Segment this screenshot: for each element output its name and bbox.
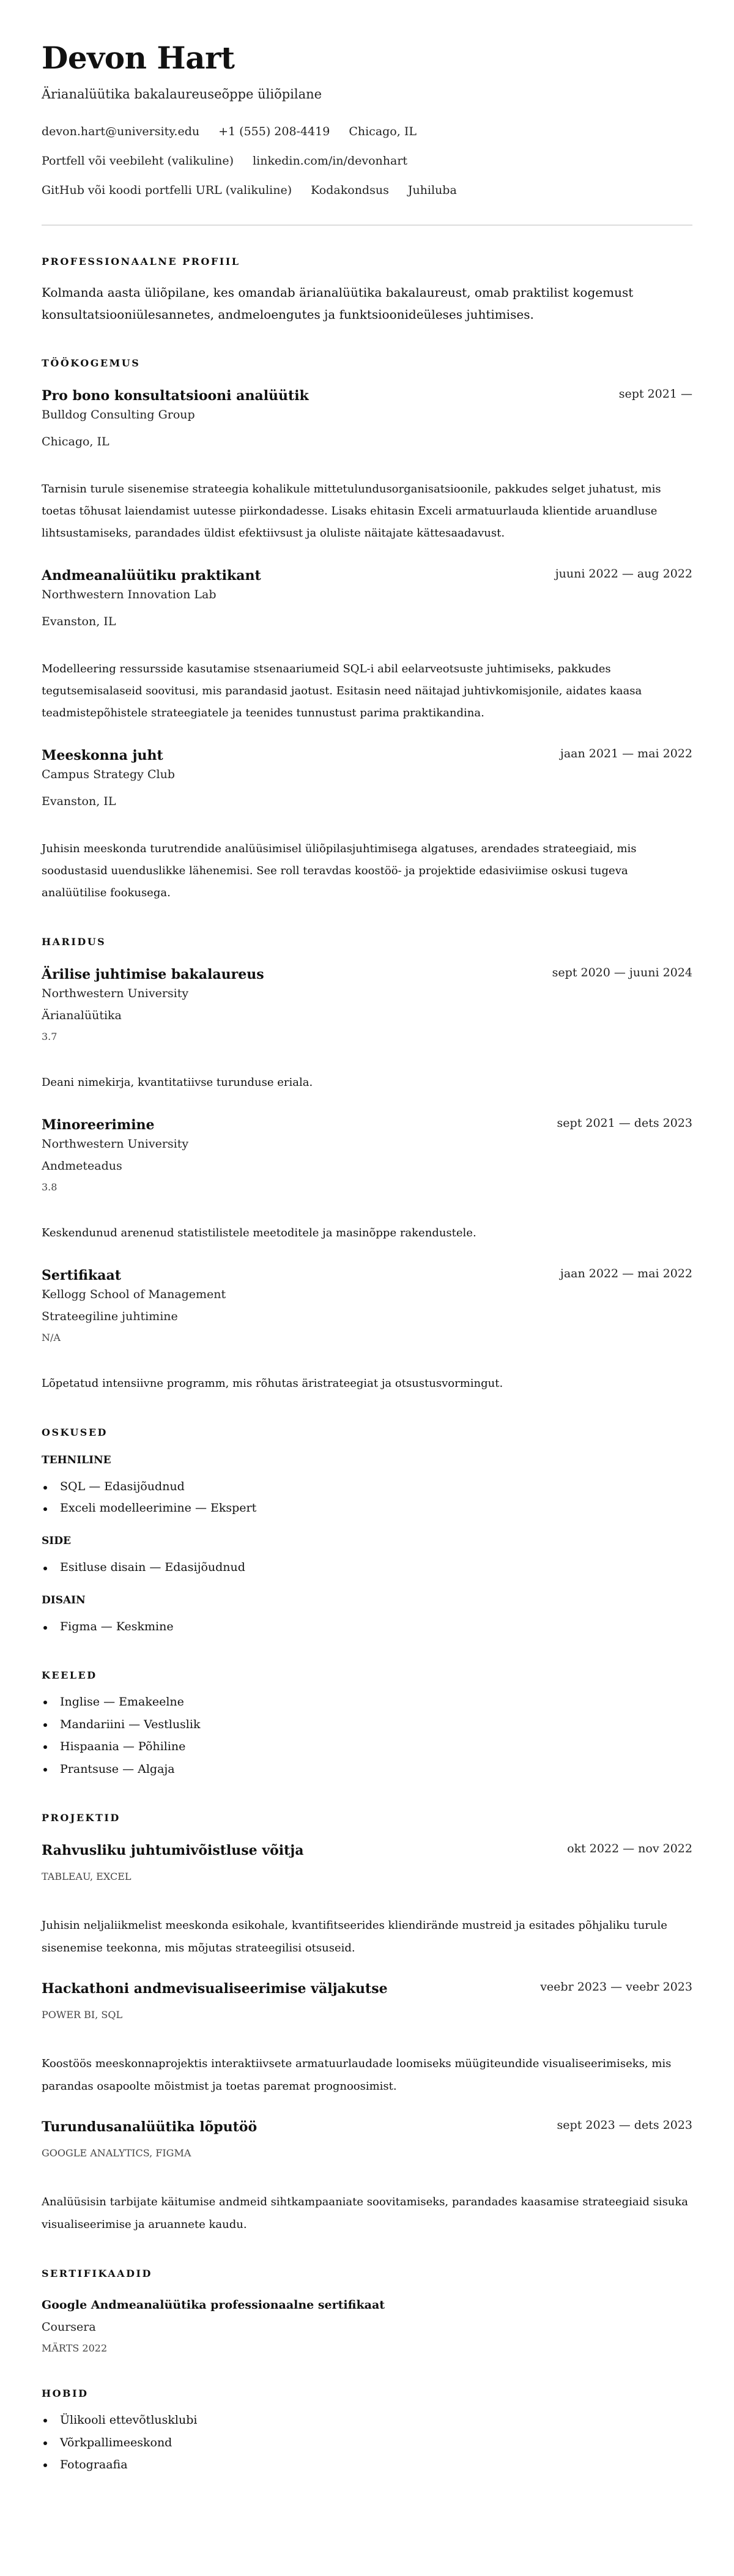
profile-summary: Kolmanda aasta üliõpilane, kes omandab ärianalüütika bakalaureust, omab praktilist kogemust konsultatsiooniülesannetes, andmeloengutes ja funktsioonideüleses juhtimises. (42, 285, 634, 322)
contact-item: Chicago, IL (349, 125, 417, 138)
language-item: Hispaania — Põhiline (42, 1735, 692, 1758)
section-heading: TÖÖKOGEMUS (42, 357, 141, 369)
company-name: Bulldog Consulting Group (42, 408, 195, 421)
gpa: 3.7 (42, 1031, 57, 1042)
section-heading: OSKUSED (42, 1427, 108, 1438)
languages-section (42, 1668, 692, 1780)
language-item: Inglise — Emakeelne (42, 1691, 692, 1713)
degree-title: Minoreerimine (42, 1117, 155, 1133)
certifications-section (42, 2266, 692, 2356)
contact-row (42, 122, 692, 141)
certification-entry (42, 2296, 692, 2356)
company-name: Campus Strategy Club (42, 768, 175, 781)
education-entry (42, 965, 692, 1094)
job-location: Evanston, IL (42, 615, 116, 628)
skill-group-heading: DISAIN (42, 1594, 86, 1606)
contact-item: +1 (555) 208-4419 (218, 125, 330, 138)
profile-section (42, 254, 692, 325)
project-description: Koostöös meeskonnaprojektis interaktiivsete armatuurlaudade loomiseks müügiteundide visualiseerimiseks, mis parandas osapoolte mõistmist ja toetas paremat prognoosimist. (42, 2057, 672, 2093)
contact-item: Portfell või veebileht (valikuline) (42, 154, 234, 168)
skill-list (42, 1557, 692, 1578)
skill-group-heading: TEHNILINE (42, 1454, 111, 1466)
entry-header (42, 746, 692, 765)
entry-header (42, 566, 692, 585)
education-description: Lõpetatud intensiivne programm, mis rõhutas äristrateegiat ja otsustusvormingut. (42, 1377, 503, 1390)
job-title: Andmeanalüütiku praktikant (42, 568, 261, 584)
skill-group-heading: SIDE (42, 1535, 71, 1547)
section-heading: PROFESSIONAALNE PROFIIL (42, 256, 240, 267)
contact-info (42, 122, 692, 199)
degree-title: Ärilise juhtimise bakalaureus (42, 967, 264, 982)
hobby-item: Fotograafia (42, 2454, 692, 2476)
hobby-item: Võrkpallimeeskond (42, 2432, 692, 2454)
skill-item: Exceli modelleerimine — Ekspert (42, 1498, 692, 1519)
contact-row (42, 152, 692, 170)
job-location: Evanston, IL (42, 795, 116, 808)
section-heading: HOBID (42, 2388, 89, 2399)
contact-item: GitHub või koodi portfelli URL (valikuline) (42, 184, 292, 197)
certification-date: MÄRTS 2022 (42, 2342, 108, 2354)
entry-header (42, 1266, 692, 1285)
field-of-study: Andmeteadus (42, 1159, 122, 1173)
skill-list (42, 1616, 692, 1638)
section-heading: PROJEKTID (42, 1812, 120, 1824)
project-entry (42, 2118, 692, 2236)
gpa: 3.8 (42, 1181, 57, 1193)
project-title: Rahvusliku juhtumivõistluse võitja (42, 1843, 304, 1858)
hobbies-list (42, 2409, 692, 2476)
school-name: Kellogg School of Management (42, 1288, 226, 1301)
company-name: Northwestern Innovation Lab (42, 588, 217, 601)
experience-entry (42, 387, 692, 544)
section-heading: SERTIFIKAADID (42, 2268, 152, 2279)
project-entry (42, 1841, 692, 1959)
date-range: veebr 2023 — veebr 2023 (540, 1980, 692, 1994)
education-description: Deani nimekirja, kvantitatiivse turunduse eriala. (42, 1076, 313, 1089)
date-range: jaan 2022 — mai 2022 (560, 1267, 692, 1280)
entry-header (42, 1980, 692, 1999)
job-description: Juhisin meeskonda turutrendide analüüsimisel üliõpilasjuhtimisega algatuses, arendades strateegiaid, mis soodustasid uuenduslikke lähenemisi. See roll teravdas koostöö- ja projektide edasiviimise oskusi tugeva analüütilise fookusega. (42, 842, 637, 899)
header-divider (42, 225, 692, 226)
certification-issuer: Coursera (42, 2320, 96, 2334)
skill-item: Figma — Keskmine (42, 1616, 692, 1638)
school-name: Northwestern University (42, 1137, 189, 1151)
candidate-headline: Ärianalüütika bakalaureuseõppe üliõpilane (42, 87, 322, 102)
section-heading: HARIDUS (42, 936, 106, 948)
projects-section (42, 1811, 692, 2236)
project-description: Juhisin neljaliikmelist meeskonda esikohale, kvantifitseerides kliendirände mustreid ja esitades põhjaliku turule sisenemise teekonna, mis mõjutas strateegilisi otsuseid. (42, 1919, 667, 1954)
project-technologies: GOOGLE ANALYTICS, FIGMA (42, 2147, 191, 2159)
job-title: Pro bono konsultatsiooni analüütik (42, 388, 309, 404)
contact-item: devon.hart@university.edu (42, 125, 200, 138)
gpa: N/A (42, 1332, 61, 1343)
date-range: sept 2023 — dets 2023 (557, 2118, 692, 2132)
education-section (42, 935, 692, 1395)
resume-header (42, 40, 692, 199)
hobbies-section (42, 2386, 692, 2476)
date-range: sept 2021 — (618, 387, 692, 401)
job-description: Tarnisin turule sisenemise strateegia kohalikule mittetulundusorganisatsioonile, pakkudes selget juhatust, mis toetas tõhusat laiendamist uutesse piirkondadesse. Lisaks ehitasin Exceli armatuurlauda klientide aruandluse lihtsustamiseks, parandades üldist efektiivsust ja oluliste näitajate kättesaadavust. (42, 483, 661, 540)
education-description: Keskendunud arenenud statistilistele meetoditele ja masinõppe rakendustele. (42, 1227, 476, 1239)
education-entry (42, 1266, 692, 1395)
entry-header (42, 965, 692, 984)
candidate-name: Devon Hart (42, 40, 235, 76)
experience-entry (42, 746, 692, 904)
skills-section (42, 1425, 692, 1638)
project-description: Analüüsisin tarbijate käitumise andmeid sihtkampaaniate soovitamiseks, parandades kaasamise strateegiaid sisuka visualiseerimise ja aruannete kaudu. (42, 2196, 689, 2231)
education-entry (42, 1116, 692, 1244)
job-location: Chicago, IL (42, 435, 109, 448)
school-name: Northwestern University (42, 987, 189, 1000)
job-title: Meeskonna juht (42, 748, 163, 763)
date-range: juuni 2022 — aug 2022 (555, 567, 692, 581)
entry-header (42, 1841, 692, 1860)
field-of-study: Ärianalüütika (42, 1009, 122, 1022)
hobby-item: Ülikooli ettevõtlusklubi (42, 2409, 692, 2432)
contact-row (42, 181, 692, 199)
entry-header (42, 2118, 692, 2137)
project-technologies: TABLEAU, EXCEL (42, 1871, 132, 1882)
skill-list (42, 1476, 692, 1519)
contact-item: Kodakondsus (311, 184, 389, 197)
skill-item: Esitluse disain — Edasijõudnud (42, 1557, 692, 1578)
contact-item: linkedin.com/in/devonhart (253, 154, 408, 168)
entry-header (42, 387, 692, 406)
date-range: jaan 2021 — mai 2022 (560, 747, 692, 760)
experience-entry (42, 566, 692, 724)
project-title: Turundusanalüütika lõputöö (42, 2119, 258, 2135)
contact-item: Juhiluba (407, 184, 457, 197)
project-title: Hackathoni andmevisualiseerimise väljakutse (42, 1981, 388, 1997)
job-description: Modelleering ressursside kasutamise stsenaariumeid SQL-i abil eelarveotsuste juhtimiseks, pakkudes tegutsemisalaseid soovitusi, mis parandasid jaotust. Esitasin need näitajad juhtivkomisjonile, aidates kaasa teadmistepõhistele strateegiatele ja teenides tunnustust parima praktikandina. (42, 663, 642, 719)
date-range: sept 2020 — juuni 2024 (552, 966, 692, 979)
degree-title: Sertifikaat (42, 1268, 121, 1283)
entry-header (42, 1116, 692, 1135)
languages-list (42, 1691, 692, 1780)
date-range: okt 2022 — nov 2022 (567, 1842, 692, 1855)
experience-section (42, 356, 692, 904)
section-heading: KEELED (42, 1669, 97, 1681)
certification-title: Google Andmeanalüütika professionaalne sertifikaat (42, 2298, 385, 2312)
language-item: Prantsuse — Algaja (42, 1758, 692, 1781)
date-range: sept 2021 — dets 2023 (557, 1116, 692, 1130)
field-of-study: Strateegiline juhtimine (42, 1310, 178, 1323)
skill-item: SQL — Edasijõudnud (42, 1476, 692, 1498)
project-technologies: POWER BI, SQL (42, 2009, 123, 2021)
project-entry (42, 1980, 692, 2098)
language-item: Mandariini — Vestluslik (42, 1713, 692, 1736)
